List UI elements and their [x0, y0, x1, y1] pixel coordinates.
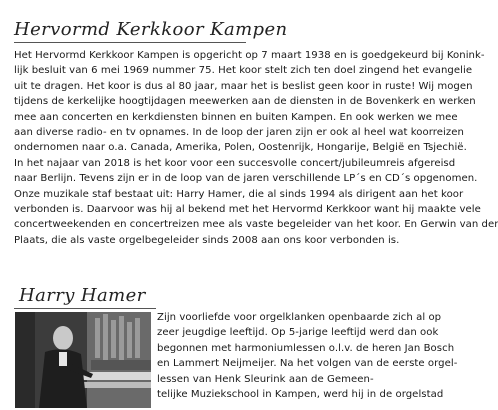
paragraph-line: mee aan concerten en kerkdiensten binnen en buiten Kampen. En ook werken we mee — [14, 111, 458, 123]
paragraph-line: Plaats, die als vaste orgelbegeleider sinds 2008 aan ons koor verbonden is. — [14, 234, 400, 246]
paragraph-line: naar Berlijn. Tevens zijn er in de loop van de jaren verschillende LP´s en CD´s opgenomen. — [14, 173, 478, 185]
paragraph-line: verbonden is. Daarvoor was hij al bekend met het Hervormd Kerkkoor want hij maakte vele — [14, 204, 481, 216]
title-underline — [14, 308, 156, 309]
photo-illustration — [15, 312, 151, 408]
kerkkoor-paragraph — [14, 48, 498, 248]
paragraph-line: concertweekenden en concertreizen mee als vaste begeleider van het koor. En Gerwin van der — [14, 219, 498, 231]
paragraph-line: tijdens de kerkelijke hoogtijdagen meewerken aan de diensten in de Bovenkerk en werken — [14, 96, 476, 108]
man-at-organ-photo — [15, 312, 151, 408]
harry-hamer-paragraph — [157, 310, 457, 402]
paragraph-line: Onze muzikale staf bestaat uit: Harry Hamer, die al sinds 1994 als dirigent aan het koor — [14, 188, 464, 200]
section-title-kerkkoor: Hervormd Kerkkoor Kampen — [14, 19, 288, 40]
paragraph-line: zeer jeugdige leeftijd. Op 5-jarige leeftijd werd dan ook — [157, 327, 439, 339]
paragraph-line: Zijn voorliefde voor orgelklanken openbaarde zich al op — [157, 312, 442, 323]
paragraph-line: uit te dragen. Het koor is dus al 80 jaar, maar het is beslist geen koor in ruste! Wij mogen — [14, 80, 473, 92]
paragraph-line: telijke Muziekschool in Kampen, werd hij in de orgelstad — [157, 389, 444, 401]
paragraph-line: begonnen met harmoniumlessen o.l.v. de heren Jan Bosch — [157, 342, 455, 354]
paragraph-line: lessen van Henk Sleurink aan de Gemeen- — [157, 373, 374, 385]
paragraph-line: Het Hervormd Kerkkoor Kampen is opgericht op 7 maart 1938 en is goedgekeurd bij Konink- — [14, 50, 485, 61]
title-underline — [14, 42, 246, 43]
paragraph-line: en Lammert Neijmeijer. Na het volgen van de eerste orgel- — [157, 358, 458, 370]
paragraph-line: aan diverse radio- en tv opnames. In de loop der jaren zijn er ook al heel wat koorreizen — [14, 127, 464, 139]
paragraph-line: lijk besluit van 6 mei 1969 nummer 75. Het koor stelt zich ten doel zingend het evangelie — [14, 65, 473, 77]
paragraph-line: In het najaar van 2018 is het koor voor een succesvolle concert/jubileumreis afgereisd — [14, 157, 456, 169]
section-title-harry-hamer: Harry Hamer — [19, 285, 146, 306]
paragraph-line: ondernomen naar o.a. Canada, Amerika, Polen, Oostenrijk, Hongarije, België en Tsjechië. — [14, 142, 467, 154]
